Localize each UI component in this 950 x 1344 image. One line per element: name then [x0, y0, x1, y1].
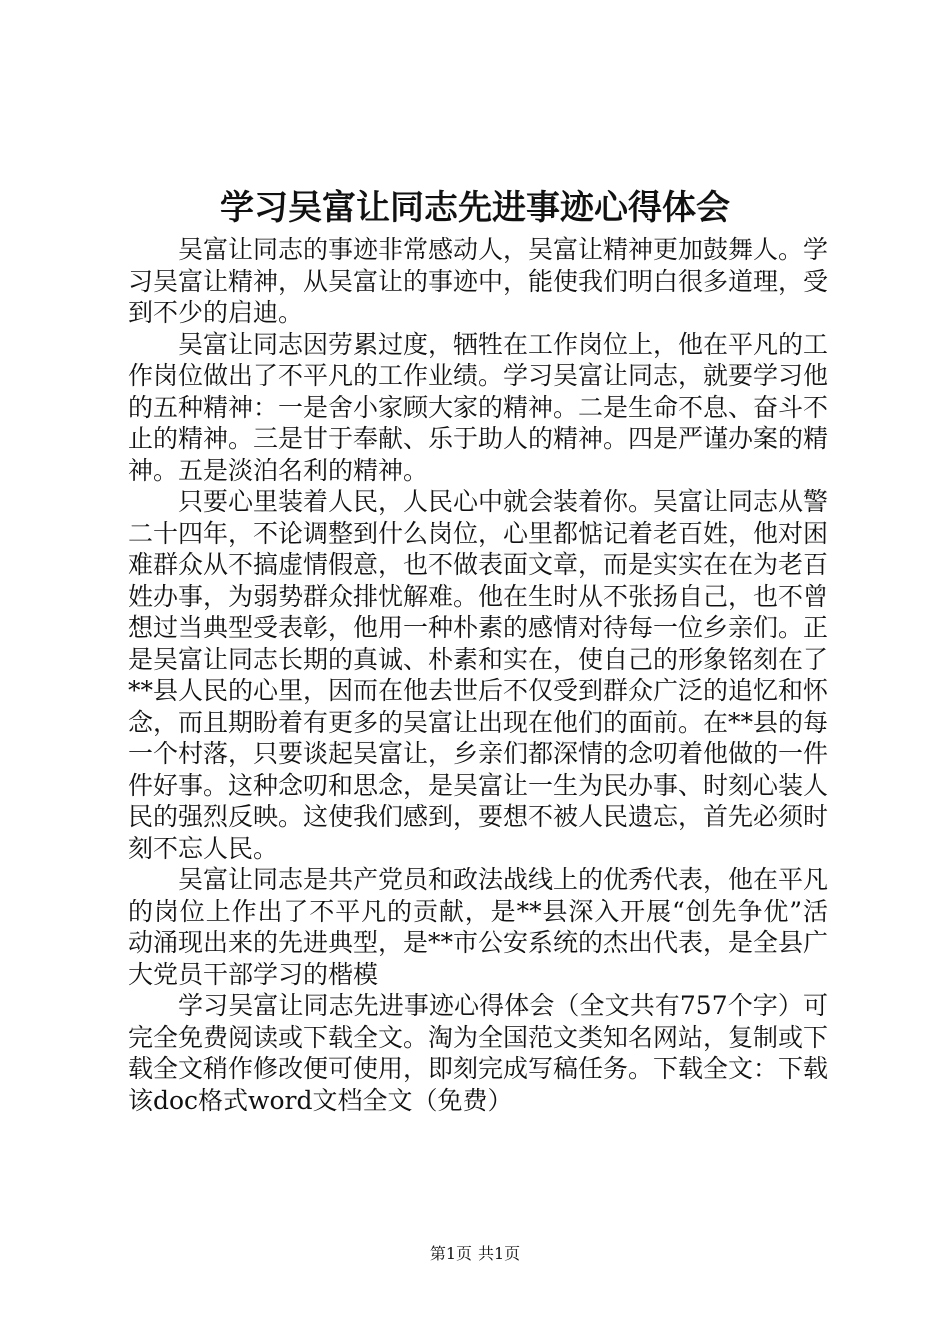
- paragraph-4: 吴富让同志是共产党员和政法战线上的优秀代表，他在平凡的岗位上作出了不平凡的贡献，是**县深入开展“创先争优”活动涌现出来的先进典型，是**市公安系统的杰出代表，是全县广大党员干部学习的楷模: [128, 865, 829, 989]
- document-title: 学习吴富让同志先进事迹心得体会: [220, 188, 730, 228]
- page-footer: [0, 1242, 950, 1266]
- paragraph-2: 吴富让同志因劳累过度，牺牲在工作岗位上，他在平凡的工作岗位做出了不平凡的工作业绩。学习吴富让同志，就要学习他的五种精神：一是舍小家顾大家的精神。二是生命不息、奋斗不止的精神。三是甘于奉献、乐于助人的精神。四是严谨办案的精神。五是淡泊名利的精神。: [128, 329, 829, 485]
- paragraph-5: 学习吴富让同志先进事迹心得体会（全文共有757个字）可完全免费阅读或下载全文。淘为全国范文类知名网站，复制或下载全文稍作修改便可使用，即刻完成写稿任务。下载全文：下载该doc格式word文档全文（免费）: [128, 991, 829, 1115]
- page-total: 共1页: [478, 1244, 521, 1263]
- document-body: [128, 234, 828, 1116]
- page-number: 第1页: [429, 1244, 472, 1263]
- paragraph-1: 吴富让同志的事迹非常感动人，吴富让精神更加鼓舞人。学习吴富让精神，从吴富让的事迹中，能使我们明白很多道理，受到不少的启迪。: [128, 235, 829, 327]
- paragraph-3: 只要心里装着人民，人民心中就会装着你。吴富让同志从警二十四年，不论调整到什么岗位，心里都惦记着老百姓，他对困难群众从不搞虚情假意，也不做表面文章，而是实实在在为老百姓办事，为弱势群众排忧解难。他在生时从不张扬自己，也不曾想过当典型受表彰，他用一种朴素的感情对待每一位乡亲们。正是吴富让同志长期的真诚、朴素和实在，使自己的形象铭刻在了**县人民的心里，因而在他去世后不仅受到群众广泛的追忆和怀念，而且期盼着有更多的吴富让出现在他们的面前。在**县的每一个村落，只要谈起吴富让，乡亲们都深情的念叨着他做的一件件好事。这种念叨和思念，是吴富让一生为民办事、时刻心装人民的强烈反映。这使我们感到，要想不被人民遗忘，首先必须时刻不忘人民。: [128, 487, 829, 863]
